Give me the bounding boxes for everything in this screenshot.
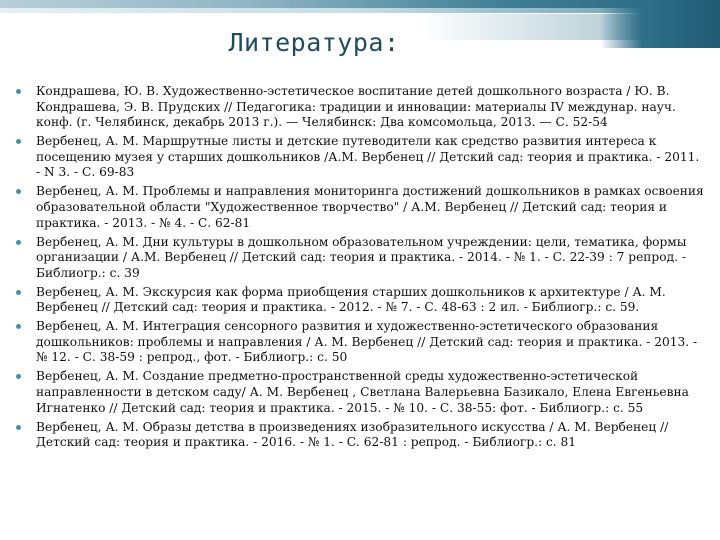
reference-text: Вербенец, А. М. Экскурсия как форма приобщения старших дошкольников к архитектуре / А. М. Вербенец // Детский сад: теория и практика. - 2012. - № 7. - С. 48-63 : 2 ил. - Библиогр.: с. 59. bbox=[36, 284, 666, 315]
reference-text: Вербенец, А. М. Создание предметно-пространственной среды художественно-эстетической направленности в детском саду/ А. М. Вербенец , Светлана Валерьевна Базикало, Елена Евгеньевна Игнатенко // Детский сад: теория и практика. - 2015. - № 10. - С. 38-55: фот. - Библиогр.: с. 55 bbox=[36, 369, 689, 415]
reference-text: Вербенец, А. М. Проблемы и направления мониторинга достижений дошкольников в рамках освоения образовательной области "Художественное творчество" / А.М. Вербенец // Детский сад: теория и практика. - 2013. - № 4. - С. 62-81 bbox=[36, 184, 704, 230]
reference-list bbox=[14, 84, 704, 454]
reference-text: Вербенец, А. М. Интеграция сенсорного развития и художественно-эстетического образования дошкольников: проблемы и направления / А. М. Вербенец // Детский сад: теория и практика. - 2013. - № 12. - С. 38-59 : репрод., фот. - Библиогр.: с. 50 bbox=[36, 319, 698, 365]
bullet-icon bbox=[16, 290, 21, 295]
bullet-icon bbox=[16, 189, 21, 194]
reference-item bbox=[14, 235, 704, 282]
bullet-icon bbox=[16, 139, 21, 144]
reference-item bbox=[14, 84, 704, 131]
reference-item bbox=[14, 184, 704, 231]
reference-item bbox=[14, 319, 704, 366]
reference-text: Кондрашева, Ю. В. Художественно-эстетическое воспитание детей дошкольного возраста / Ю. В. Кондрашева, Э. В. Прудских // Педагогика: традиции и инновации: материалы IV междунар. науч. конф. (г. Челябинск, декабрь 2013 г.). — Челябинск: Два комсомольца, 2013. — С. 52-54 bbox=[36, 84, 676, 130]
bullet-icon bbox=[16, 425, 21, 430]
reference-text: Вербенец, А. М. Маршрутные листы и детские путеводители как средство развития интереса к посещению музея у старших дошкольников /А.М. Вербенец // Детский сад: теория и практика. - 2011. - N 3. - С. 69-83 bbox=[36, 134, 700, 180]
reference-item bbox=[14, 420, 704, 451]
bullet-icon bbox=[16, 89, 21, 94]
reference-item bbox=[14, 369, 704, 416]
slide-title: Литература: bbox=[228, 28, 400, 57]
reference-text: Вербенец, А. М. Дни культуры в дошкольном образовательном учреждении: цели, тематика, формы организации / А.М. Вербенец // Детский сад: теория и практика. - 2014. - № 1. - С. 22-39 : 7 репрод. - Библиогр.: с. 39 bbox=[36, 234, 687, 280]
bullet-icon bbox=[16, 324, 21, 329]
reference-item bbox=[14, 134, 704, 181]
reference-item bbox=[14, 285, 704, 316]
reference-text: Вербенец, А. М. Образы детства в произведениях изобразительного искусства / А. М. Вербенец // Детский сад: теория и практика. - 2016. - № 1. - С. 62-81 : репрод. - Библиогр.: с. 81 bbox=[36, 419, 669, 450]
bullet-icon bbox=[16, 240, 21, 245]
bullet-icon bbox=[16, 374, 21, 379]
